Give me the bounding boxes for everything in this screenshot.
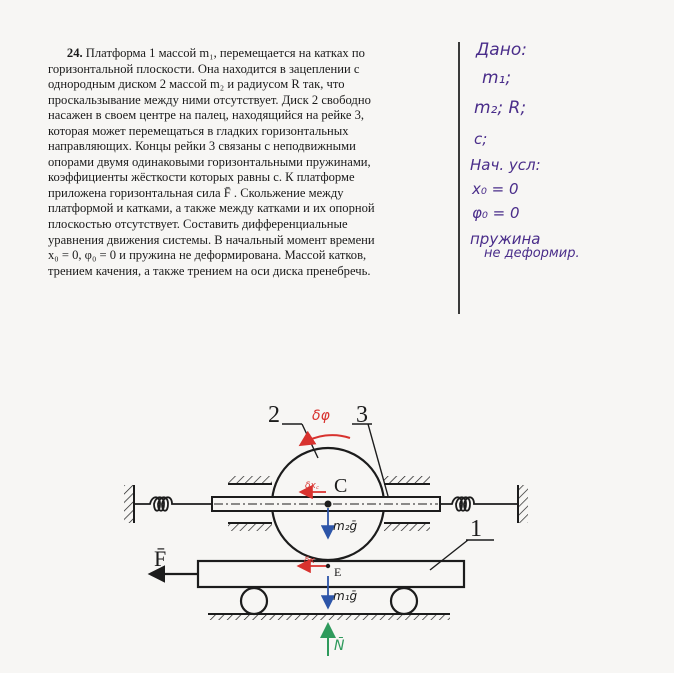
problem-line: коэффициенты жёсткости которых равны c. К платформе bbox=[48, 170, 355, 185]
given-line: Нач. усл: bbox=[470, 156, 541, 174]
right-wall-support bbox=[518, 485, 528, 523]
problem-line-text: Платформа 1 массой m₁, перемещается на катках по bbox=[85, 46, 365, 60]
given-line: m₂; R; bbox=[474, 98, 527, 118]
lower-left-guide bbox=[228, 523, 272, 531]
given-line: φ₀ = 0 bbox=[472, 204, 520, 222]
problem-line: насажен в своем центре на палец, находящийся на рейке 3, bbox=[48, 108, 365, 123]
dx-label: δx bbox=[304, 556, 315, 566]
given-line: c; bbox=[474, 130, 488, 148]
problem-line: однородным диском 2 массой m₂ и радиусом R так, что bbox=[48, 77, 345, 92]
m2g-label: m₂ḡ bbox=[333, 519, 358, 533]
roller-right bbox=[391, 588, 417, 614]
normal-label: N̄ bbox=[334, 638, 345, 654]
left-wall-support bbox=[124, 485, 134, 523]
problem-line: горизонтальной плоскости. Она находится в зацеплении с bbox=[48, 61, 360, 76]
left-spring bbox=[134, 497, 212, 511]
dphi-label: δφ bbox=[312, 408, 330, 424]
dphi-arrow bbox=[302, 435, 350, 444]
point-e-label: E bbox=[334, 565, 342, 579]
problem-number: 24. bbox=[66, 46, 83, 60]
dxc-label: δx꜀ bbox=[305, 481, 319, 491]
m1g-label: m₁ḡ bbox=[333, 589, 358, 603]
problem-line: уравнения движения системы. В начальный момент времени bbox=[48, 232, 375, 247]
given-line: m₁; bbox=[482, 68, 512, 88]
given-line: не деформир. bbox=[484, 246, 580, 261]
margin-divider bbox=[458, 42, 460, 314]
force-f-label: F̄ bbox=[154, 546, 167, 571]
problem-line: плоскостью отсутствует. Составить дифференциальные bbox=[48, 217, 348, 232]
right-spring bbox=[440, 497, 518, 511]
center-pin bbox=[325, 501, 332, 508]
problem-line: проскальзывание между ними отсутствует. Диск 2 свободно bbox=[48, 92, 371, 107]
mechanism-diagram bbox=[0, 380, 674, 673]
problem-line-1 bbox=[48, 46, 452, 62]
given-title: Дано: bbox=[476, 40, 527, 60]
problem-line: приложена горизонтальная сила F̄ . Скольжение между bbox=[48, 185, 344, 200]
given-line: пружина bbox=[470, 230, 541, 248]
problem-line: x₀ = 0, φ₀ = 0 и пружина не деформирована. Массой катков, bbox=[48, 248, 367, 263]
problem-line: трением качения, а также трением на оси диска пренебречь. bbox=[48, 263, 371, 278]
lower-right-guide bbox=[384, 523, 430, 531]
center-label: C bbox=[334, 475, 348, 497]
platform-1 bbox=[198, 561, 464, 587]
ground-plane bbox=[208, 614, 450, 620]
problem-line: направляющих. Концы рейки 3 связаны с неподвижными bbox=[48, 139, 356, 154]
upper-left-guide bbox=[228, 476, 272, 484]
problem-line: опорами двумя одинаковыми горизонтальными пружинами, bbox=[48, 154, 371, 169]
label-2: 2 bbox=[268, 402, 280, 428]
roller-left bbox=[241, 588, 267, 614]
problem-line: которая может перемещаться в гладких горизонтальных bbox=[48, 123, 349, 138]
mechanism-figure bbox=[0, 380, 674, 673]
point-e bbox=[326, 564, 330, 568]
problem-line: платформой и катками, а также между катками и их опорной bbox=[48, 201, 375, 216]
label-3: 3 bbox=[356, 402, 368, 428]
label-1: 1 bbox=[470, 516, 482, 542]
problem-statement bbox=[48, 46, 452, 279]
given-line: x₀ = 0 bbox=[472, 180, 519, 198]
upper-right-guide bbox=[384, 476, 430, 484]
